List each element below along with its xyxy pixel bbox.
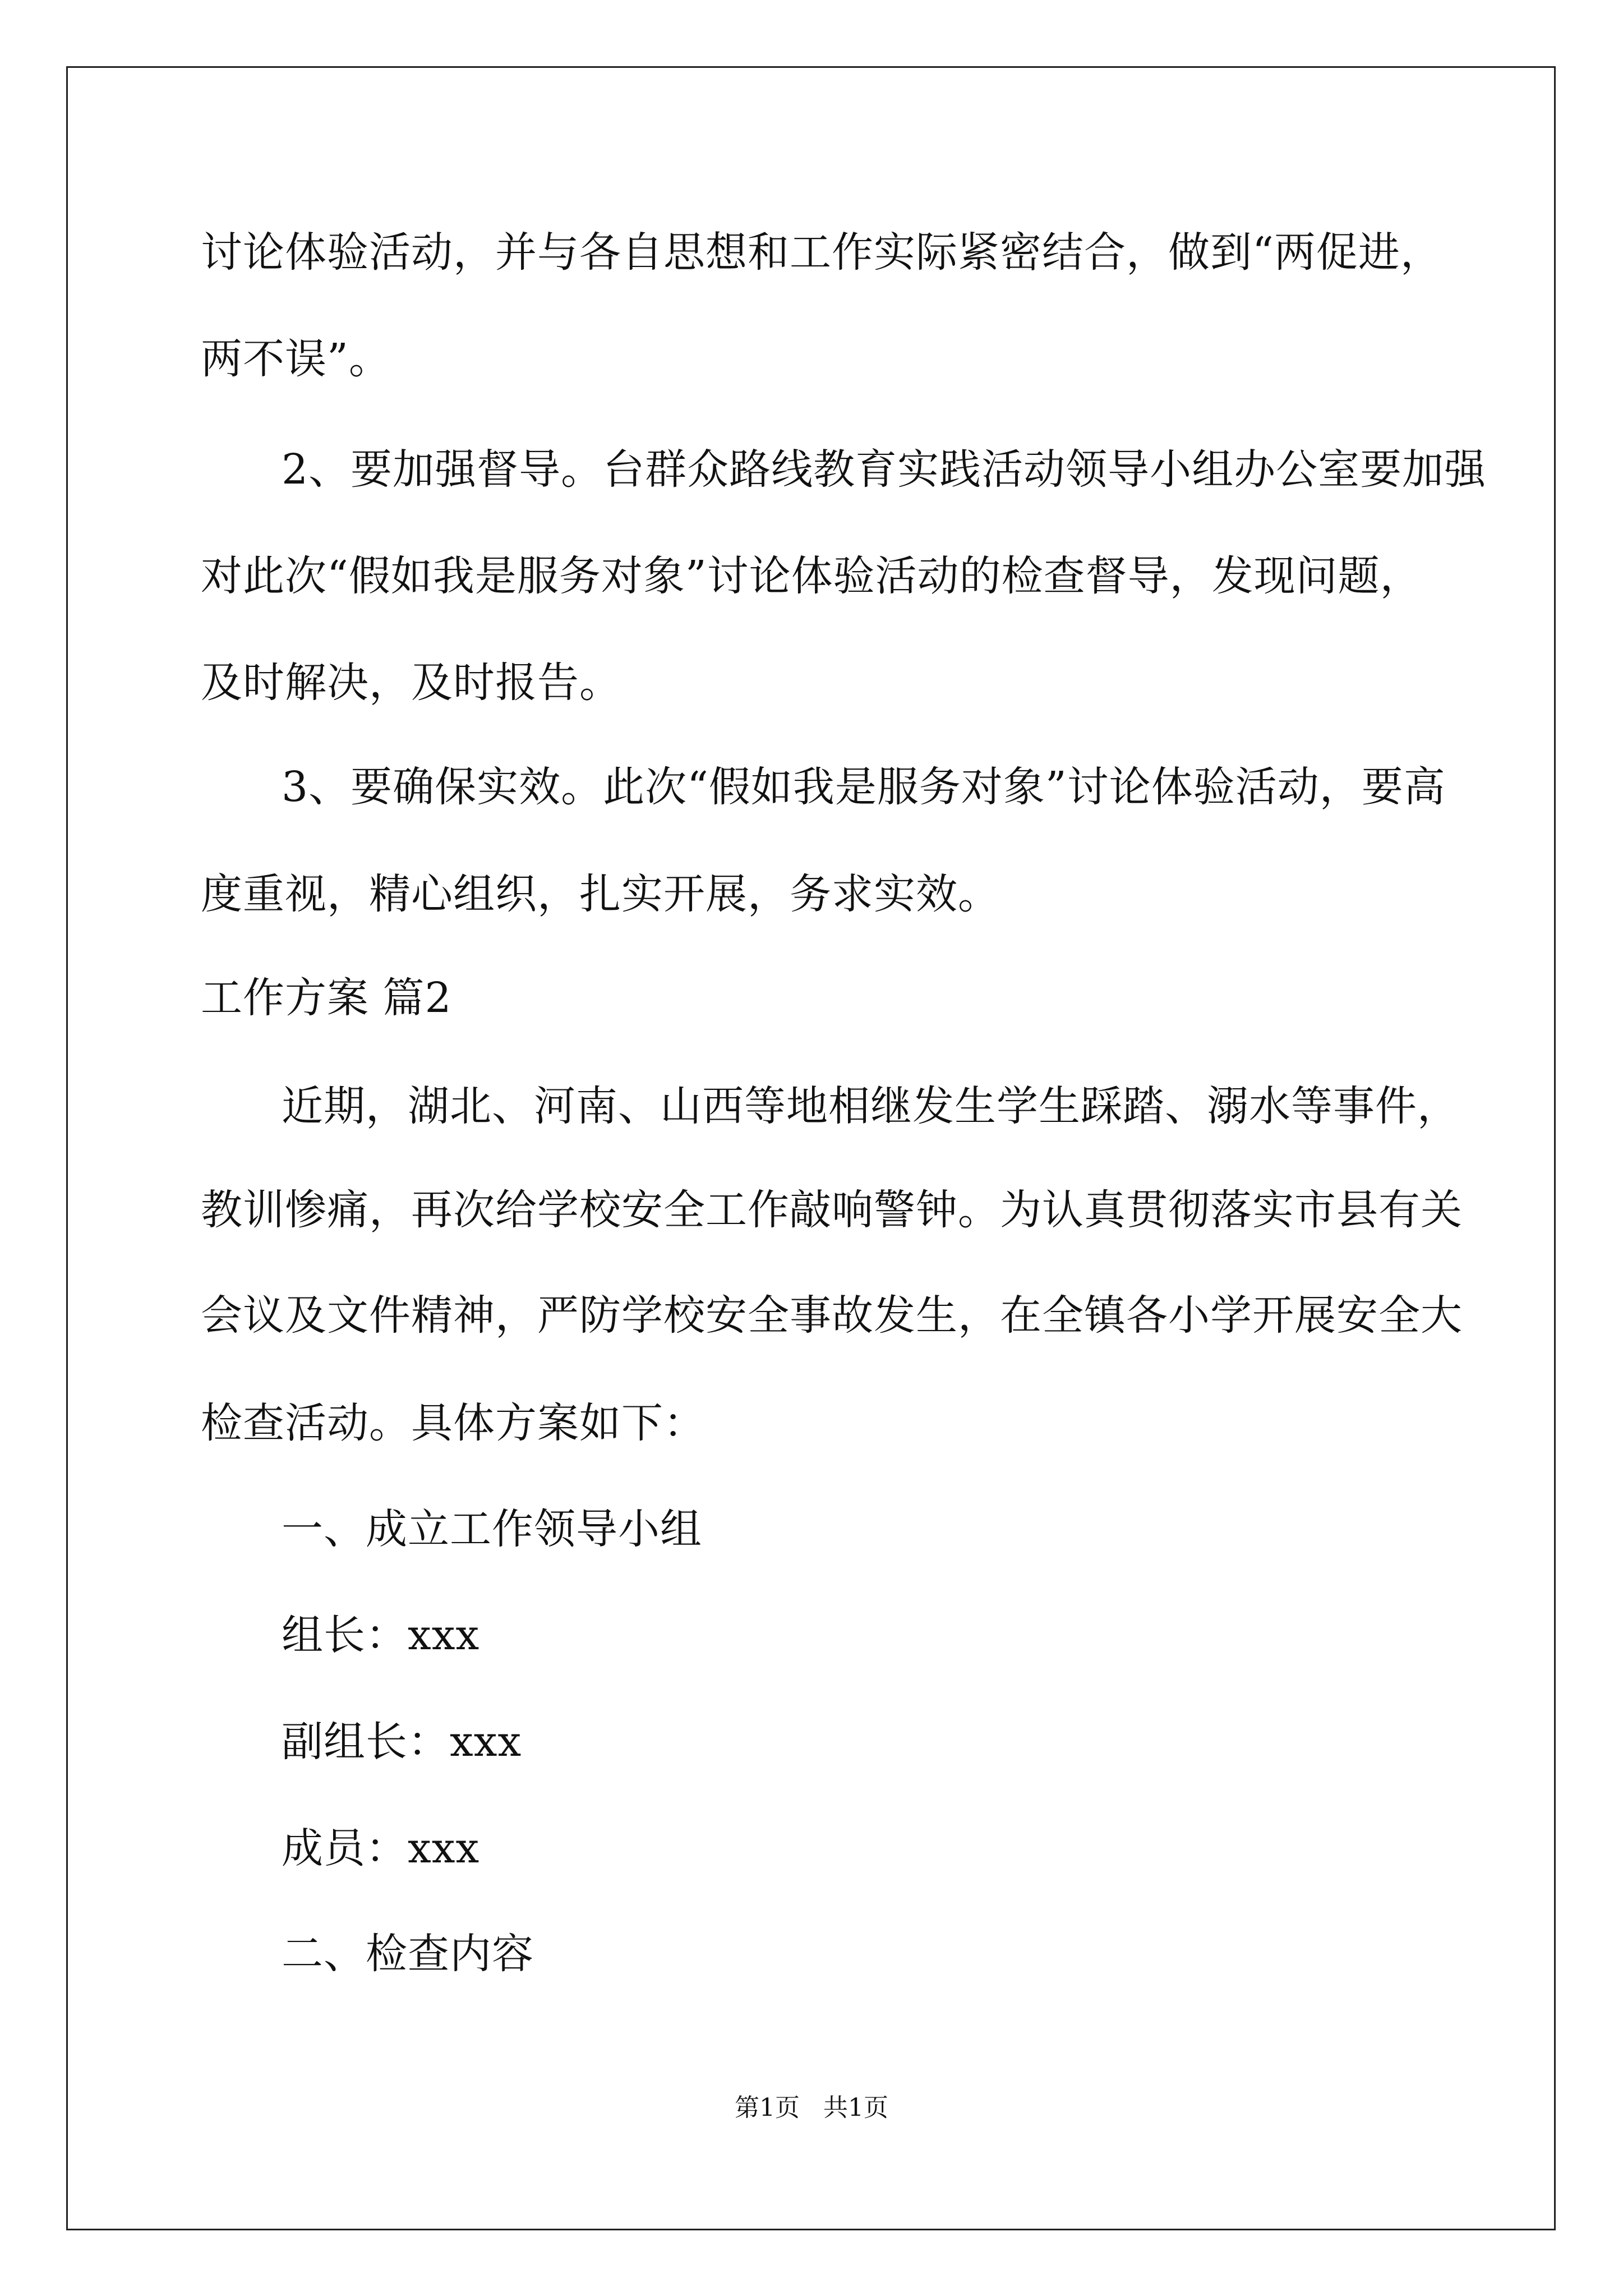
subheading: 二、检查内容: [282, 1930, 534, 1978]
section-heading: 工作方案 篇2: [201, 974, 452, 1022]
paragraph-line: 3、要确保实效。此次“假如我是服务对象”讨论体验活动，要高: [282, 763, 1446, 811]
paragraph-line: 近期，湖北、河南、山西等地相继发生学生踩踏、溺水等事件，: [282, 1082, 1459, 1130]
paragraph-line: 会议及文件精神，严防学校安全事故发生，在全镇各小学开展安全大: [201, 1291, 1463, 1340]
page-footer: 第1页 共1页: [735, 2093, 888, 2122]
paragraph-line: 检查活动。具体方案如下：: [201, 1399, 706, 1447]
paragraph-line: 对此次“假如我是服务对象”讨论体验活动的检查督导，发现问题，: [201, 552, 1422, 600]
paragraph-line: 讨论体验活动，并与各自思想和工作实际紧密结合，做到“两促进，: [201, 228, 1442, 277]
paragraph-line: 度重视，精心组织，扎实开展，务求实效。: [201, 870, 1000, 918]
subheading: 一、成立工作领导小组: [282, 1505, 702, 1553]
paragraph-line: 2、要加强督导。台群众路线教育实践活动领导小组办公室要加强: [282, 445, 1487, 494]
paragraph-line: 副组长：xxx: [282, 1718, 522, 1766]
paragraph-line: 及时解决，及时报告。: [201, 659, 621, 707]
page-border: [66, 66, 1556, 2230]
paragraph-line: 教训惨痛，再次给学校安全工作敲响警钟。为认真贯彻落实市县有关: [201, 1186, 1463, 1234]
paragraph-line: 两不误”。: [201, 335, 391, 383]
paragraph-line: 组长：xxx: [282, 1611, 480, 1659]
paragraph-line: 成员：xxx: [282, 1824, 480, 1872]
